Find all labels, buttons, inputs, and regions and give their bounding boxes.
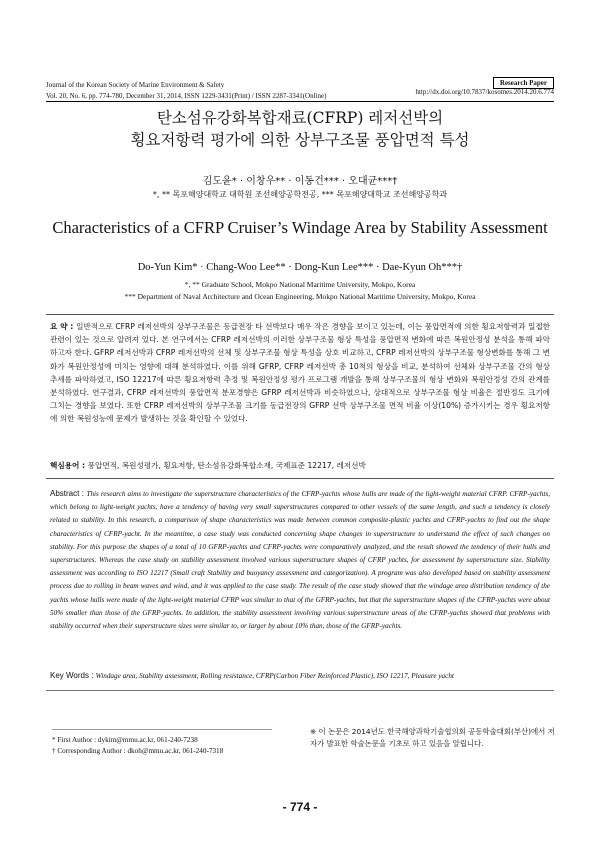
section-divider (46, 690, 554, 691)
corresponding-author-footnote: † Corresponding Author : dkoh@mmu.ac.kr, 061-240-7318 (52, 747, 224, 755)
korean-abstract-text: 일반적으로 CFRP 레저선박의 상부구조물은 동급전장 타 선박보다 매우 작은 경향을 보이고 있는데, 이는 풍압면적에 의한 횡요저항력과 밀접한 관련이 있는 것으로 알려져 있다. 본 연구에서는 CFRP 레저선박의 이러한 상부구조물 형상 특성을 풍압면적 변화에 따른 복원안정성 분석을 통해 파악하고자 한다. GFRP 레저선박과 CFRP 레저선박의 선체 및 상부구조물 형상 특성을 상호 비교하고, CFRP 레저선박의 상부구조물 형상변화를 통해 그 변화가 복원안정성에 미치는 영향에 대해 분석하였다. 이를 위해 GFRP, CFRP 레저선박 총 10척의 형상을 비교, 분석하여 선체와 상부구조물 간의 형상 추세를 파악하였고, ISO 12217에 따른 횡요저항력 추정 및 복원안정성 평가 프로그램 개발을 통해 상부구조물의 형상 변화와 복원안정성 간의 관계를 분석하였다. 연구결과, CFRP 레저선박의 풍압면적 분포경향은 GFRP 레저선박과 비슷하였으나, 상대적으로 상부구조물 형상 비율은 절반정도 크기에 그치는 경향을 보였다. 또한 CFRP 레저선박의 상부구조물 크기를 동급전장의 GFRP 선박 상부구조물 면적 비율 이상(10%) 증가시키는 경우 횡요저항에 의한 복원성능에 문제가 발생하는 것을 확인할 수 있었다. (50, 322, 550, 424)
korean-abstract (50, 320, 550, 426)
korean-title-line2: 횡요저항력 평가에 의한 상부구조물 풍압면적 특성 (130, 131, 470, 149)
korean-title-line1: 탄소섬유강화복합재료(CFRP) 레저선박의 (156, 109, 444, 127)
section-divider (46, 314, 554, 315)
conference-note: ※ 이 논문은 2014년도 한국해양과학기술협의회 공동학술대회(부산)에서 저자가 발표한 학술논문을 기초로 하고 있음을 알립니다. (310, 727, 555, 748)
korean-keywords-text: 풍압면적, 복원성평가, 횡요저항, 탄소섬유강화복합소재, 국제표준 12217, 레저선박 (87, 461, 366, 470)
journal-header (46, 80, 326, 102)
english-abstract (50, 487, 550, 633)
korean-keywords (50, 460, 550, 471)
korean-abstract-label: 요 약 : (50, 322, 77, 331)
korean-authors: 김도윤* · 이창우** · 이동건*** · 오대균***† (202, 176, 398, 187)
korean-affiliation: *, ** 목포해양대학교 대학원 조선해양공학전공, *** 목포해양대학교 조선해양공학과 (152, 190, 448, 199)
author-footnotes (52, 735, 223, 757)
english-abstract-label: Abstract : (50, 489, 87, 498)
page-number: - 774 - (282, 800, 318, 814)
research-paper-badge: Research Paper (493, 77, 554, 89)
first-author-footnote: * First Author : dykim@mmu.ac.kr, 061-240-7238 (52, 736, 198, 744)
english-keywords-text: Windage area, Stability assessment, Rolling resistance, CFRP(Carbon Fiber Reinforced Plastic), ISO 12217, Pleasure yacht (95, 672, 454, 680)
journal-name: Journal of the Korean Society of Marine Environment & Safety (46, 81, 225, 89)
english-authors: Do-Yun Kim* · Chang-Woo Lee** · Dong-Kun Lee*** · Dae-Kyun Oh***† (137, 262, 463, 273)
footnote-divider (52, 729, 272, 730)
english-affiliation-1: *, ** Graduate School, Mokpo National Maritime University, Mokpo, Korea (184, 280, 416, 289)
volume-line: Vol. 20, No. 6, pp. 774-780, December 31, 2014, ISSN 1229-3431(Print) / ISSN 2287-3341(Online) (46, 92, 327, 100)
english-keywords (50, 671, 550, 680)
english-affiliation-2: *** Department of Naval Architecture and Ocean Engineering, Mokpo National Maritime University, Mokpo, Korea (124, 292, 476, 301)
korean-keywords-label: 핵심용어 : (50, 461, 88, 470)
header-rule (46, 101, 554, 102)
english-abstract-text: This research aims to investigate the superstructure characteristics of the CFRP-yachts whose hulls are made of the light-weight material CFRP. CFRP-yachts, which belong to light-weight yachts, have a tendency of having very small superstructures compared to other vessels of the same length, and such a tendency is closely related to stability. In this research, a comparison of shape characteristics was made between common composite-plastic yachts and CFRP-yachts to find out the shape characteristics of CFRP-yacht. In the meantime, a case study was conducted concerning shape changes in superstructure to understand the effect of such changes on stability. For this purpose the shapes of a total of 10 GFRP-yachts and CFRP-yachts were comparatively analyzed, and the result showed the tendency of their hulls and superstructures. Whereas the case study on stability assessment involved various superstructure shapes of CFRP yachts, for assessment by superstructure size. Stability assessment was according to ISO 12217 (Small craft Stability and buoyancy assessment and categorization). A program was also developed based on stability assessment process due to rolling in beam waves and wind, and it was applied to the case study. The result of the case study showed that the windage area distribution tendency of the yachts whose hulls were made of the light-weight material CFRP was similar to that of the GFRP-yachts, but that the superstructure shapes of the CFRP-yachts were about 50% smaller than those of the GFRP-yachts. In addition, the stability assessment involving various superstructure areas of the CFRP-yachts showed that problems with stability occurred when their superstructure sizes were similar to, or larger by about 10% than, those of the GFRP-yachts. (50, 490, 550, 631)
english-keywords-label: Key Words : (50, 671, 96, 680)
section-divider (46, 478, 554, 479)
english-title: Characteristics of a CFRP Cruiser’s Windage Area by Stability Assessment (52, 218, 548, 237)
doi-link[interactable]: http://dx.doi.org/10.7837/kosomes.2014.20.6.774 (415, 88, 554, 96)
